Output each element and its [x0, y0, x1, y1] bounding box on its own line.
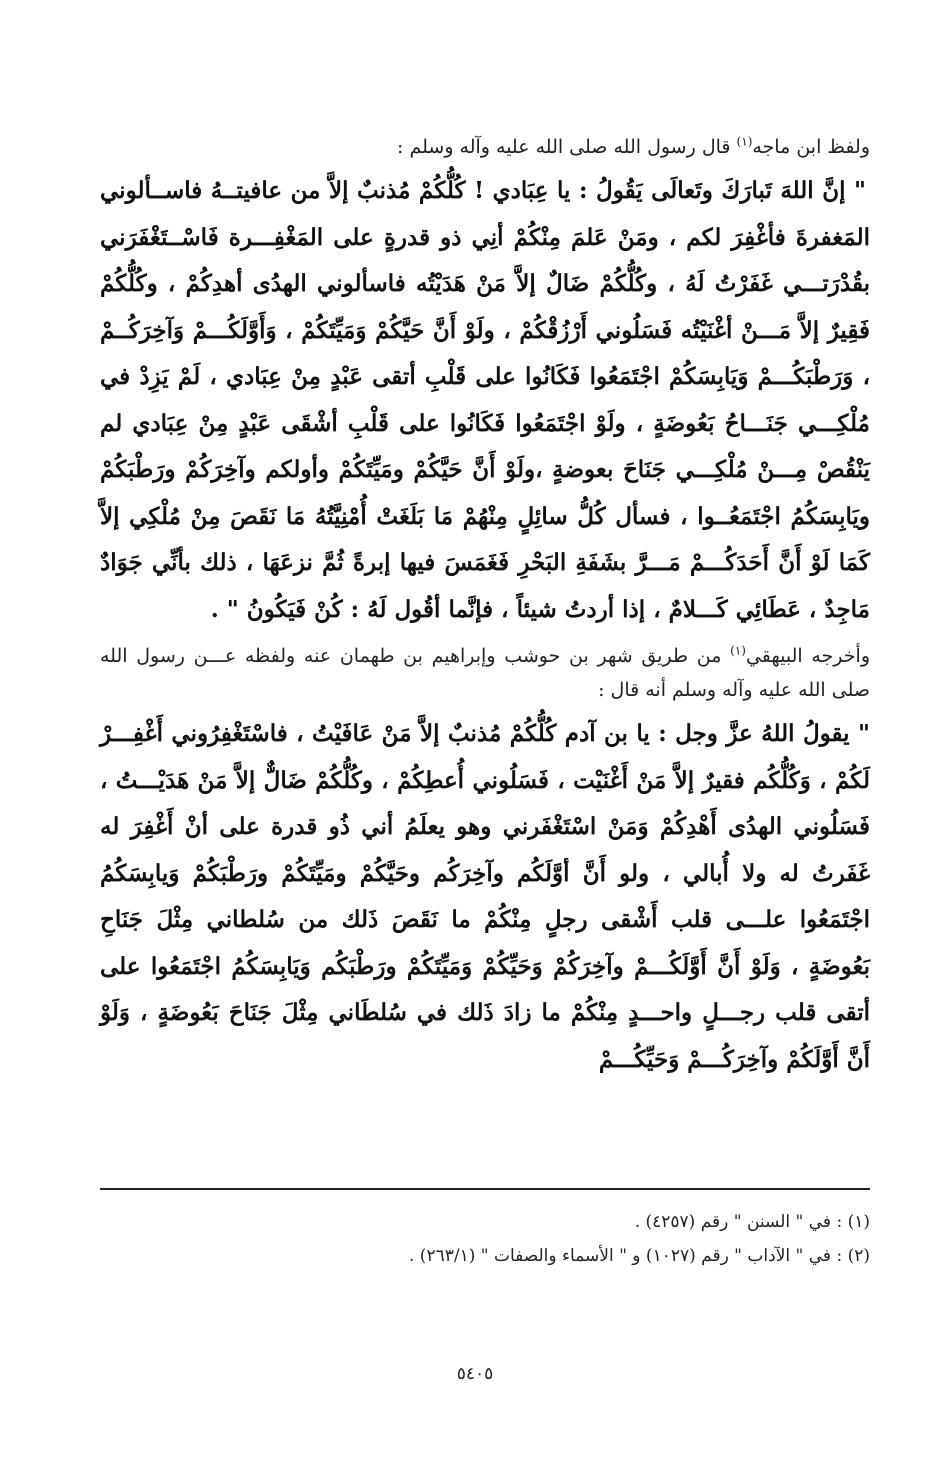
intro-text-1a: ولفظ ابن ماجه — [752, 136, 870, 158]
footnote-1: (١) : في " السنن " رقم (٤٢٥٧) . — [634, 1212, 870, 1232]
intro-text-1b: قال رسول الله صلى الله عليه وآله وسلم : — [397, 136, 737, 158]
page-number: ٥٤٠٥ — [456, 1364, 494, 1384]
hadith-text-2: " يقولُ اللهُ عزَّ وجل : يا بن آدم كُلُّكُمْ مُذنبٌ إلاَّ مَنْ عَافَيْتُ ، فاسْتَغْفِرُوني أَغْفِـــرْ لَكُمْ ، وَكُلُّكُم فقيرٌ إلاَّ مَنْ أَغْنَيْت ، فَسَلُوني أُعطِكُمْ ، وكُلُّكُمْ ضَالٌّ إلاَّ مَنْ هَدَيْـــتُ ، فَسَلُوني الهدُى أَهْدِكُمْ وَمَنْ اسْتَغْفَرني وهو يعلَمُ أني ذُو قدرة على أنْ أَغْفِرَ له غَفَرتُ له ولا أُبالي ، ولو أَنَّ أوَّلَكُم وآخِرَكُم وحَيَّكُمْ ومَيِّتَكُمْ ورَطْبَكُمْ وَيابِسَكُمُ اجْتَمَعُوا علـــى قلب أَشْقى رجلٍ مِنْكُمْ ما نَقَصَ ذَلك من سُلطاني مِثْلَ جَنَاحِ بَعُوضَةٍ ، وَلَوْ أَنَّ أَوَّلَكُـــمْ وآخِرَكُمْ وَحَيِّكُمْ وَمَيِّتَكُمْ ورَطْبَكُم وَيَابِسَكُمُ اجْتَمَعُوا على أتقى قلب رجـــلٍ واحـــدٍ مِنْكُمْ ما زادَ ذَلك في سُلطَاني مِثْلَ جَنَاحَ بَعُوضَةٍ ، وَلَوْ أَنَّ أَوَّلَكُمْ وآخِرَكُـــمْ وَحَيِّكُـــمْ — [100, 720, 870, 1073]
intro-paragraph-2 — [100, 639, 870, 707]
intro-text-2b: من طريق شهر بن حوشب وإبراهيم بن طهمان عنه ولفظه عـــن رسول الله صلى الله عليه وآله وسلم أنه قال : — [100, 645, 870, 701]
footnote-marker-1: (١) — [736, 134, 753, 149]
hadith-text-1: " إنَّ اللهَ تَبارَكَ وتَعالَى يَقُولُ : يا عِبَادي ! كُلُّكُمْ مُذنبٌ إلاَّ من عافيتــهُ فاســألوني المَغفرةَ فأغْفِرَ لكم ، ومَنْ عَلمَ مِنْكُمْ أنِي ذو قدرةٍ على المَغْفِـــرة فَاسْــتَغْفَرَني بقُدْرَتـــي غَفَرْتُ لَهُ ، وكُلُّكُمْ ضَالٌ إلاَّ مَنْ هَدَيْتُه فاسألوني الهدُى أهدِكُمْ ، وكُلُّكُمْ فَقِيرٌ إلاَّ مَـــنْ أغْنَيْتُه فَسَلُوني أَرْزُقْكُمْ ، ولَوْ أَنَّ حَيَّكُمْ وَمَيِّتَكُمْ ، وَأَوَّلَكُـــمْ وَآخِرَكُــمْ ، وَرَطْبَكُـــمْ وَيَابِسَكُمْ اجْتَمَعُوا فَكَانُوا على قَلْبِ أتقى عَبْدٍ مِنْ عِبَادي ، لَمْ يَزِدْ في مُلْكِـــي جَنَـــاحُ بَعُوضَةٍ ، ولَوْ اجْتَمَعُوا فَكَانُوا على قَلْبِ أشْقَى عَبْدٍ مِنْ عِبَادي لم يَنْقُصْ مِـــنْ مُلْكِـــي جَنَاحَ بعوضةٍ ،ولَوْ أَنَّ حَيَّكُمْ ومَيِّتَكُمْ وأولكم وآخِرَكُمْ ورَطْبَكُمْ ويَابِسَكُمُ اجْتَمَعُــوا ، فسأل كُلُّ سائِلٍ مِنْهُمْ مَا بَلَغَتْ أُمْنِيَّتُهُ مَا نَقَصَ مِنْ مُلْكِي إلاَّ كَمَا لَوْ أَنَّ أَحَدَكُـــمْ مَـــرَّ بشَفَةِ البَحْرِ فَغَمَسَ فيها إبرةً ثُمَّ نزعَهَا ، ذلك بأنِّي جَوَادٌ مَاجِدٌ ، عَطَائِي كَـــلامٌ ، إذا أردتُ شيئاً ، فإنَّما أقُول لَهُ : كُنْ فَيَكُونُ " . — [100, 177, 870, 623]
footnote-2: (٢) : في " الآداب " رقم (١٠٢٧) و " الأسماء والصفات " (٢٦٣/١) . — [409, 1246, 870, 1266]
intro-paragraph-1 — [100, 130, 870, 164]
footnote-divider — [100, 1188, 870, 1190]
footnote-marker-2: (١) — [730, 643, 746, 658]
footnotes — [100, 1205, 870, 1273]
main-text — [100, 130, 870, 1089]
intro-text-2a: وأخرجه البيهقي — [745, 645, 870, 667]
